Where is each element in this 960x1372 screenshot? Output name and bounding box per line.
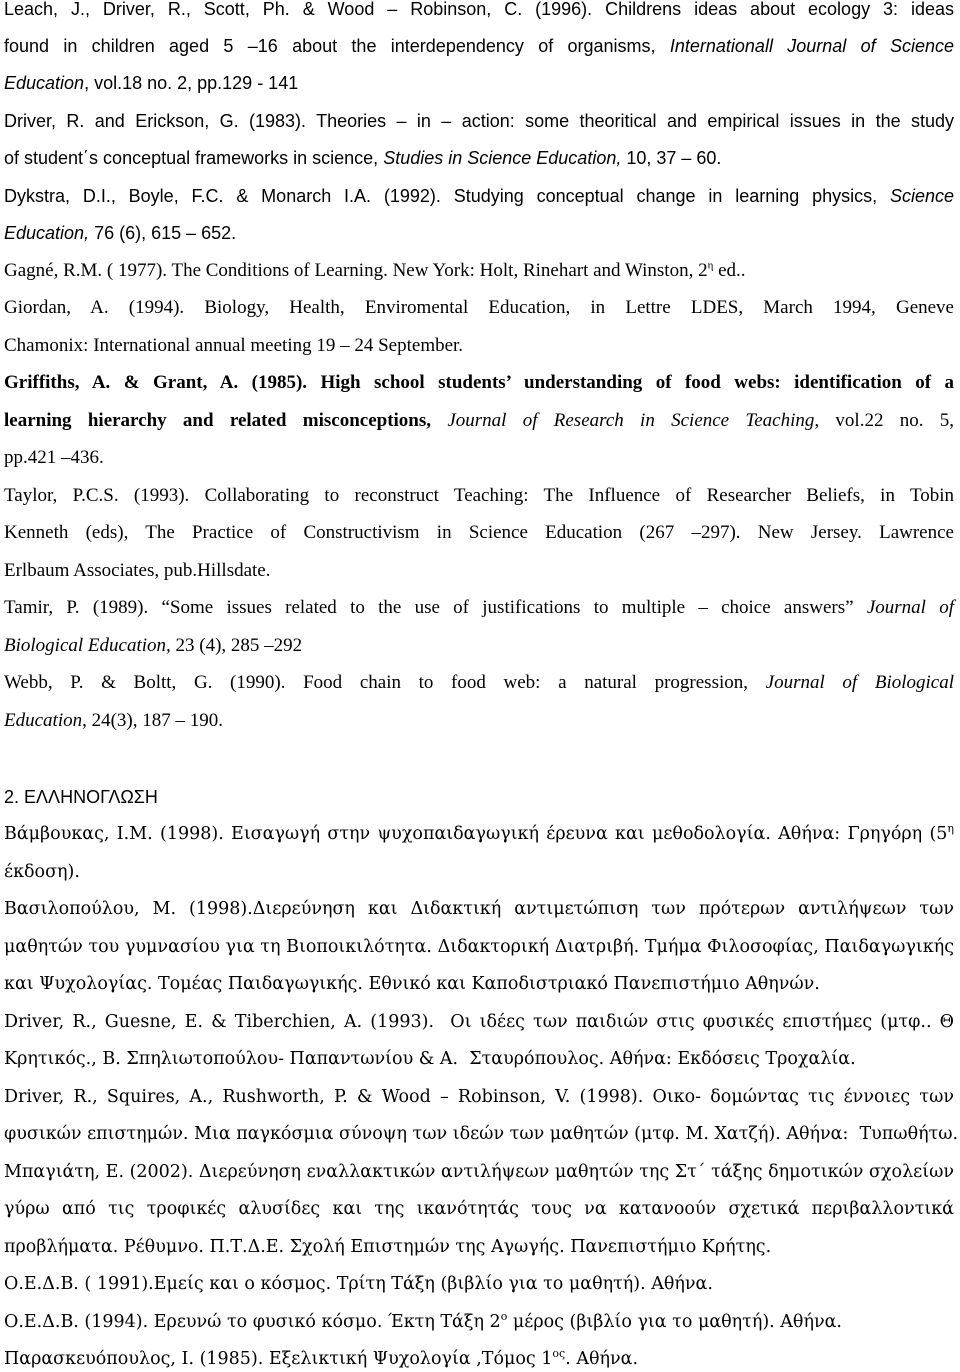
line-text: Webb, P. & Boltt, G. (1990). Food chain to food web: a natural progression, [4, 672, 766, 693]
line-text: Κρητικός., Β. Σπηλιωτοπούλου- Παπαντωνίου & Α. Σταυρόπουλος. Αθήνα: Εκδόσεις Τροχαλία. [4, 1049, 856, 1069]
reference-line [4, 1196, 954, 1222]
line-text: Chamonix: International annual meeting 19 – 24 September. [4, 335, 464, 356]
line-text: προβλήματα. Ρέθυμνο. Π.Τ.Δ.Ε. Σχολή Επιστημών της Αγωγής. Πανεπιστήμιο Κρήτης. [4, 1237, 772, 1257]
line-text: 10, 37 – 60. [621, 148, 722, 168]
reference-line [4, 445, 104, 471]
italic-text: Science [889, 186, 954, 206]
line-text: μαθητών του γυμνασίου για τη Βιοποικιλότητα. Διδακτορική Διατριβή. Τμήμα Φιλοσοφίας, Παιδαγωγικής [4, 937, 954, 957]
reference-line [4, 483, 954, 509]
bold-text: learning hierarchy and related misconceptions, [4, 410, 432, 431]
line-text: Leach, J., Driver, R., Scott, Ph. & Wood – Robinson, C. (1996). Childrens ideas about ecology 3: ideas [4, 0, 954, 19]
line-text: Μπαγιάτη, Ε. (2002). Διερεύνηση εναλλακτικών αντιλήψεων μαθητών της Στ΄ τάξης δημοτικών σχολείων [4, 1162, 954, 1182]
reference-line [4, 558, 270, 584]
line-text: Kenneth (eds), The Practice of Constructivism in Science Education (267 –297). New Jersey. Lawrence [4, 522, 954, 543]
line-text: 2. ΕΛΛΗΝΟΓΛΩΣΗ [4, 787, 158, 807]
reference-line [4, 1309, 842, 1335]
reference-line [4, 934, 954, 960]
line-text: Taylor, P.C.S. (1993). Collaborating to reconstruct Teaching: The Influence of Researcher Beliefs, in Tobin [4, 485, 954, 506]
reference-line [4, 1271, 713, 1297]
reference-line [4, 1084, 954, 1110]
line-text: Ο.Ε.Δ.Β. (1994). Ερευνώ το φυσικό κόσμο. Έκτη Τάξη 2 [4, 1312, 501, 1332]
reference-line [4, 708, 223, 734]
italic-text: Education [4, 73, 85, 93]
reference-line [4, 859, 80, 885]
line-text: Tamir, P. (1989). “Some issues related to the use of justifications to multiple – choice answers” [4, 597, 867, 618]
bold-text: Griffiths, A. & Grant, A. (1985). High school students’ understanding of food webs: identification of a [4, 372, 954, 393]
line-text: Παρασκευόπουλος, Ι. (1985). Εξελικτική Ψυχολογία ,Τόμος 1 [4, 1349, 553, 1369]
line-text: γύρω από τις τροφικές αλυσίδες και της ικανότητάς τους να κατανοούν σχετικά περιβαλλοντικά [4, 1199, 954, 1219]
reference-line [4, 1159, 954, 1185]
line-text: και Ψυχολογίας. Τομέας Παιδαγωγικής. Εθνικό και Καποδιστριακό Πανεπιστήμιο Αθηνών. [4, 974, 820, 994]
reference-line [4, 896, 954, 922]
line-text: . Αθήνα. [565, 1349, 639, 1369]
line-text: Dykstra, D.I., Boyle, F.C. & Monarch I.A. (1992). Studying conceptual change in learning physics, [4, 186, 890, 206]
reference-line [4, 1121, 959, 1147]
superscript-text: η [707, 259, 714, 272]
superscript-text: ο [500, 1310, 508, 1324]
reference-line [4, 670, 954, 696]
line-text: Erlbaum Associates, pub.Hillsdate. [4, 560, 271, 581]
line-text: found in children aged 5 –16 about the interdependency of organisms, [4, 36, 670, 56]
reference-line [4, 1346, 638, 1372]
reference-line [4, 70, 298, 96]
line-text: 23 (4), 285 –292 [170, 635, 303, 656]
reference-line [4, 295, 954, 321]
italic-text: Journal of [866, 597, 954, 618]
line-text: μέρος (βιβλίο για το μαθητή). Αθήνα. [507, 1312, 842, 1332]
reference-line [4, 108, 954, 134]
line-text: ed.. [713, 260, 746, 281]
italic-text: Education, [4, 223, 90, 243]
italic-text: Studies in Science Education, [383, 148, 622, 168]
line-text: έκδοση). [4, 862, 80, 882]
line-text: pp.421 –436. [4, 447, 104, 468]
reference-line [4, 595, 954, 621]
line-text: Ο.Ε.Δ.Β. ( 1991).Εμείς και ο κόσμος. Τρίτη Τάξη (βιβλίο για το μαθητή). Αθήνα. [4, 1274, 713, 1294]
line-text: 76 (6), 615 – 652. [89, 223, 237, 243]
line-text [431, 410, 447, 431]
reference-line [4, 145, 721, 171]
line-text: of student΄s conceptual frameworks in science, [4, 148, 384, 168]
italic-text: Biological Education, [4, 635, 171, 656]
reference-line [4, 1009, 954, 1035]
reference-line [4, 370, 954, 396]
line-text: Driver, R. and Erickson, G. (1983). Theories – in – action: some theoritical and empirical issues in the study [4, 111, 954, 131]
reference-line [4, 1046, 856, 1072]
italic-text: Internationall Journal of Science [669, 36, 954, 56]
reference-line [4, 0, 954, 22]
reference-line [4, 408, 954, 434]
line-text: Gagné, R.M. ( 1977). The Conditions of Learning. New York: Holt, Rinehart and Winston, 2 [4, 260, 708, 281]
superscript-text: η [947, 822, 954, 836]
line-text: φυσικών επιστημών. Μια παγκόσμια σύνοψη των ιδεών των μαθητών (μτφ. Μ. Χατζή). Αθήνα: Τυπωθήτω. [4, 1124, 959, 1144]
italic-text: Education [4, 710, 83, 731]
reference-line [4, 821, 954, 847]
line-text: , vol.18 no. 2, pp.129 - 141 [84, 73, 299, 93]
section-heading [4, 784, 158, 810]
reference-line [4, 633, 302, 659]
reference-line [4, 333, 463, 359]
line-text: Driver, R., Squires, A., Rushworth, P. & Wood – Robinson, V. (1998). Οικο- δομώντας τις έννοιες των [4, 1087, 954, 1107]
reference-line [4, 220, 236, 246]
italic-text: Journal of Biological [765, 672, 954, 693]
line-text: , 24(3), 187 – 190. [82, 710, 224, 731]
italic-text: Journal of Research in Science Teaching, [447, 410, 820, 431]
reference-line [4, 971, 820, 997]
reference-line [4, 258, 746, 284]
line-text: Βασιλοπούλου, Μ. (1998).Διερεύνηση και Διδακτική αντιμετώπιση των πρότερων αντιλήψεων των [4, 899, 954, 919]
line-text: Giordan, A. (1994). Biology, Health, Enviromental Education, in Lettre LDES, March 1994, Geneve [4, 297, 954, 318]
superscript-text: ος [552, 1347, 566, 1361]
line-text: Driver, R., Guesne, E. & Tiberchien, A. (1993). Οι ιδέες των παιδιών στις φυσικές επιστήμες (μτφ.. Θ [4, 1012, 954, 1032]
reference-line [4, 183, 954, 209]
line-text: vol.22 no. 5, [819, 410, 955, 431]
reference-line [4, 33, 954, 59]
line-text: Βάμβουκας, Ι.Μ. (1998). Εισαγωγή στην ψυχοπαιδαγωγική έρευνα και μεθοδολογία. Αθήνα: Γρηγόρη (5 [4, 824, 948, 844]
reference-line [4, 520, 954, 546]
reference-line [4, 1234, 771, 1260]
